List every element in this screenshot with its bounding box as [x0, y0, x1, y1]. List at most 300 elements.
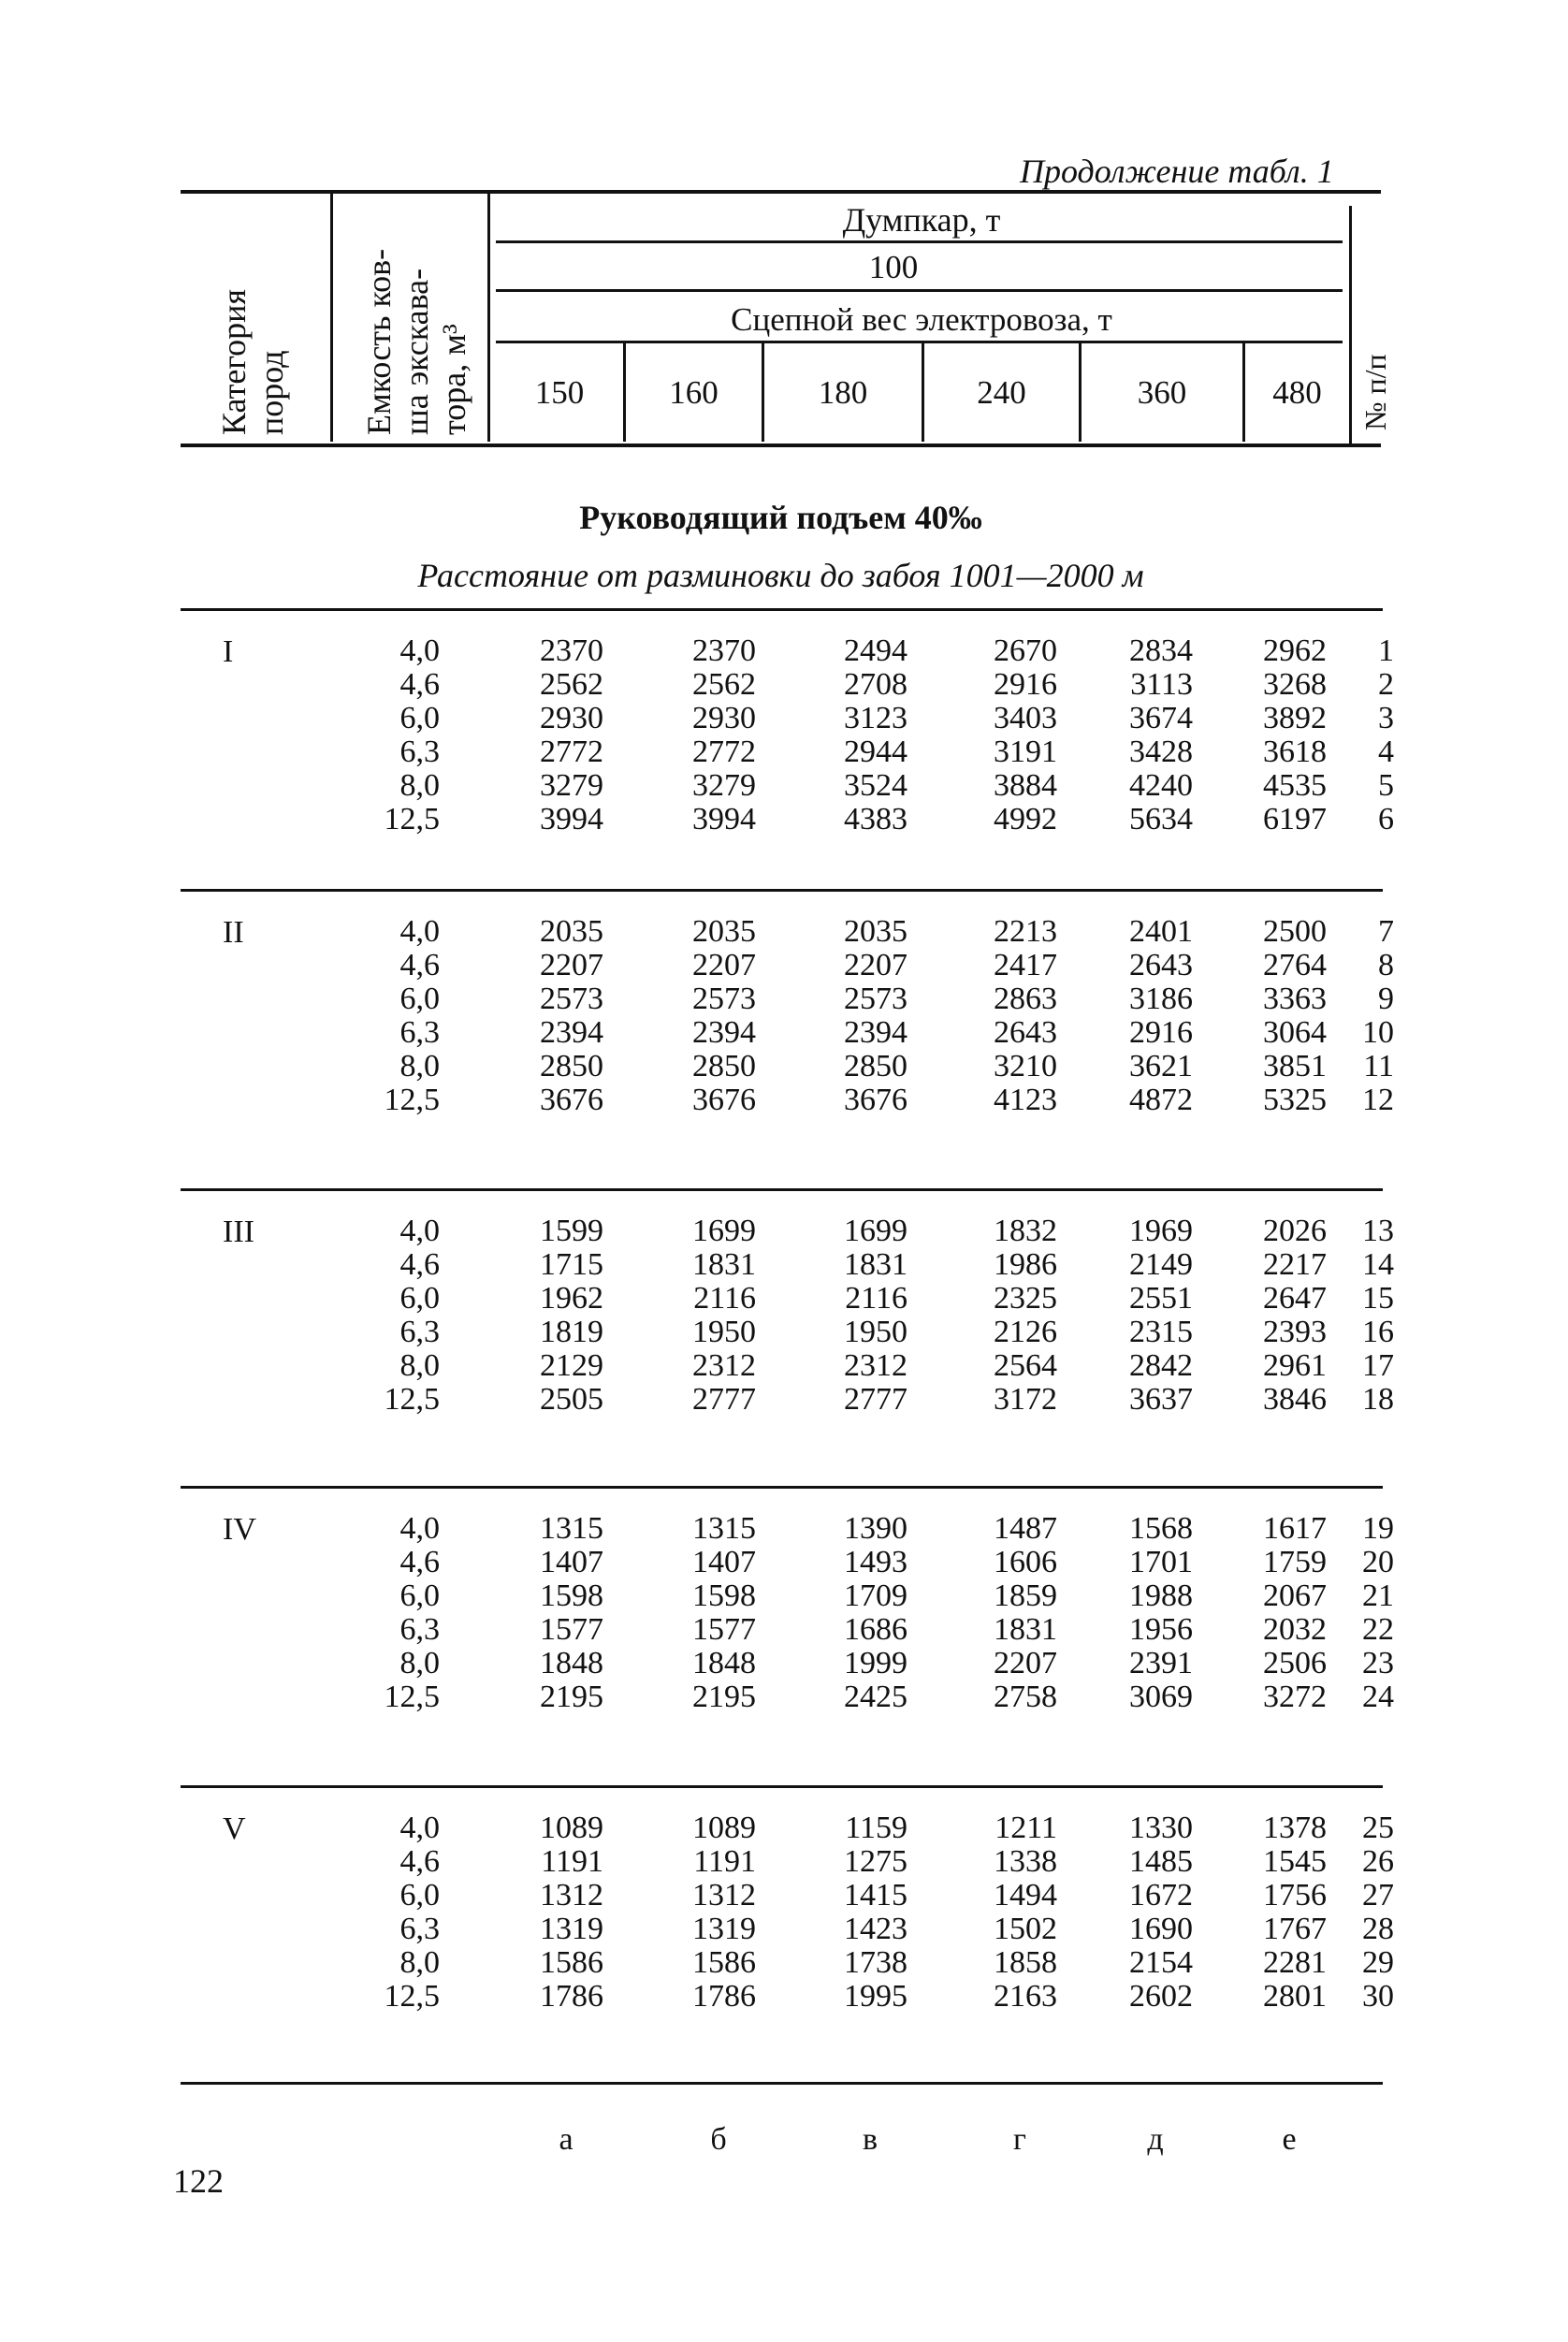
table-cell: 2116	[693, 1281, 756, 1316]
table-cell: 6,0	[399, 701, 440, 735]
table-cell: 2207	[540, 948, 603, 982]
table-cell: 3186	[1129, 982, 1193, 1016]
table-cell: 6	[1378, 802, 1394, 836]
table-cell: 1831	[844, 1247, 907, 1282]
table-cell: 4240	[1129, 768, 1193, 803]
table-cell: 6,0	[399, 1578, 440, 1613]
column-letter-d: д	[1147, 2122, 1164, 2157]
table-cell: 1962	[540, 1281, 603, 1316]
table-cell: 4,6	[399, 667, 440, 702]
capacity-column	[337, 1811, 440, 2014]
header-bucket-capacity: Емкость ков- ша экскава- тора, м³	[360, 248, 472, 435]
value-column	[1090, 1811, 1193, 2014]
table-cell: 1699	[692, 1214, 756, 1248]
group-separator-rule	[181, 1486, 1383, 1489]
table-cell: 5	[1378, 768, 1394, 803]
table-cell: 2834	[1129, 633, 1193, 668]
table-cell: 6,3	[399, 1015, 440, 1050]
table-cell: 3403	[994, 701, 1057, 735]
table-cell: 2494	[844, 633, 907, 668]
table-cell: 1617	[1263, 1511, 1327, 1546]
table-cell: 3428	[1129, 735, 1193, 769]
table-cell: 2772	[540, 735, 603, 769]
table-cell: 5325	[1263, 1083, 1327, 1117]
table-cell: 2370	[540, 633, 603, 668]
value-column	[954, 915, 1057, 1117]
table-cell: 2564	[994, 1348, 1057, 1383]
capacity-column	[337, 1512, 440, 1714]
table-cell: 1390	[844, 1511, 907, 1546]
table-cell: 4,6	[399, 1844, 440, 1879]
table-cell: 2393	[1263, 1315, 1327, 1349]
column-letter-v: в	[862, 2122, 878, 2157]
header-category: Категория пород	[215, 289, 290, 435]
weight-360: 360	[1137, 374, 1187, 411]
table-cell: 3069	[1129, 1680, 1193, 1714]
value-column	[501, 1215, 603, 1417]
table-cell: 1577	[692, 1612, 756, 1647]
value-column	[954, 1512, 1057, 1714]
table-cell: 2643	[1129, 948, 1193, 982]
table-cell: 1786	[692, 1979, 756, 2014]
table-cell: 2	[1378, 667, 1394, 702]
row-number-column	[1338, 1811, 1394, 2014]
capacity-column	[337, 634, 440, 836]
table-cell: 4872	[1129, 1083, 1193, 1117]
table-cell: 27	[1362, 1878, 1394, 1913]
table-cell: 14	[1362, 1247, 1394, 1282]
table-cell: 1312	[692, 1878, 756, 1913]
table-cell: 2863	[994, 982, 1057, 1016]
table-cell: 1315	[540, 1511, 603, 1546]
table-cell: 1950	[692, 1315, 756, 1349]
table-cell: 2777	[844, 1382, 907, 1417]
table-cell: 24	[1362, 1680, 1394, 1714]
table-cell: 2850	[844, 1049, 907, 1084]
table-cell: 3676	[692, 1083, 756, 1117]
table-cell: 2394	[692, 1015, 756, 1050]
value-column	[653, 1512, 756, 1714]
table-cell: 1415	[844, 1878, 907, 1913]
table-cell: 2154	[1129, 1945, 1193, 1980]
group-separator-rule	[181, 1188, 1383, 1191]
table-cell: 4383	[844, 802, 907, 836]
table-cell: 1545	[1263, 1844, 1327, 1879]
group-separator-rule	[181, 1785, 1383, 1788]
table-cell: 2961	[1263, 1348, 1327, 1383]
table-cell: 8	[1378, 948, 1394, 982]
group-separator-rule	[181, 889, 1383, 892]
value-column	[805, 915, 907, 1117]
continuation-label: Продолжение табл. 1	[1020, 153, 1334, 190]
value-column	[501, 1512, 603, 1714]
category-label: II	[223, 915, 244, 950]
section-subtitle: Расстояние от разминовки до забоя 1001—2000 м	[417, 557, 1144, 594]
table-cell: 3524	[844, 768, 907, 803]
column-letter-b: б	[710, 2122, 727, 2157]
weight-480: 480	[1272, 374, 1322, 411]
table-cell: 4	[1378, 735, 1394, 769]
table-cell: 2708	[844, 667, 907, 702]
capacity-column	[337, 915, 440, 1117]
header-dumpcar: Думпкар, т	[842, 201, 1001, 239]
table-cell: 5634	[1129, 802, 1193, 836]
table-cell: 3676	[540, 1083, 603, 1117]
table-cell: 1378	[1263, 1811, 1327, 1845]
table-cell: 2670	[994, 633, 1057, 668]
table-cell: 2207	[692, 948, 756, 982]
table-cell: 18	[1362, 1382, 1394, 1417]
table-cell: 1858	[994, 1945, 1057, 1980]
table-cell: 23	[1362, 1646, 1394, 1680]
column-letter-a: а	[559, 2122, 573, 2157]
table-cell: 1089	[540, 1811, 603, 1845]
table-cell: 3884	[994, 768, 1057, 803]
table-cell: 8,0	[399, 1945, 440, 1980]
table-cell: 2149	[1129, 1247, 1193, 1282]
table-cell: 1606	[994, 1545, 1057, 1579]
value-column	[954, 1215, 1057, 1417]
table-cell: 1786	[540, 1979, 603, 2014]
page-number: 122	[173, 2162, 224, 2200]
table-cell: 1956	[1129, 1612, 1193, 1647]
table-cell: 2315	[1129, 1315, 1193, 1349]
table-cell: 2647	[1263, 1281, 1327, 1316]
table-cell: 2026	[1263, 1214, 1327, 1248]
table-cell: 1831	[994, 1612, 1057, 1647]
header-divider	[330, 194, 333, 442]
table-cell: 1598	[540, 1578, 603, 1613]
table-cell: 6,3	[399, 1612, 440, 1647]
table-cell: 21	[1362, 1578, 1394, 1613]
table-cell: 12,5	[384, 1680, 440, 1714]
table-cell: 4,0	[399, 1811, 440, 1845]
table-cell: 8,0	[399, 768, 440, 803]
table-cell: 1986	[994, 1247, 1057, 1282]
table-cell: 2394	[844, 1015, 907, 1050]
table-cell: 20	[1362, 1545, 1394, 1579]
table-cell: 4,0	[399, 1511, 440, 1546]
table-cell: 2850	[692, 1049, 756, 1084]
table-cell: 1319	[692, 1912, 756, 1946]
table-cell: 2217	[1263, 1247, 1327, 1282]
table-cell: 2032	[1263, 1612, 1327, 1647]
value-column	[954, 634, 1057, 836]
category-label: V	[223, 1811, 246, 1846]
table-cell: 1950	[844, 1315, 907, 1349]
table-cell: 3123	[844, 701, 907, 735]
table-cell: 3851	[1263, 1049, 1327, 1084]
value-column	[805, 634, 907, 836]
value-column	[1090, 915, 1193, 1117]
table-cell: 2573	[844, 982, 907, 1016]
table-cell: 12,5	[384, 1083, 440, 1117]
table-cell: 8,0	[399, 1646, 440, 1680]
table-cell: 6,0	[399, 1281, 440, 1316]
table-cell: 30	[1362, 1979, 1394, 2014]
weight-160: 160	[669, 374, 719, 411]
table-cell: 2562	[540, 667, 603, 702]
table-cell: 3621	[1129, 1049, 1193, 1084]
table-cell: 4123	[994, 1083, 1057, 1117]
table-cell: 2129	[540, 1348, 603, 1383]
table-cell: 3272	[1263, 1680, 1327, 1714]
table-cell: 2067	[1263, 1578, 1327, 1613]
table-cell: 1690	[1129, 1912, 1193, 1946]
table-cell: 1211	[995, 1811, 1057, 1845]
table-cell: 22	[1362, 1612, 1394, 1647]
table-cell: 2312	[692, 1348, 756, 1383]
table-cell: 2126	[994, 1315, 1057, 1349]
table-cell: 2916	[1129, 1015, 1193, 1050]
table-cell: 1848	[540, 1646, 603, 1680]
table-cell: 3363	[1263, 982, 1327, 1016]
table-cell: 1	[1378, 633, 1394, 668]
table-cell: 1759	[1263, 1545, 1327, 1579]
table-cell: 1407	[692, 1545, 756, 1579]
table-cell: 8,0	[399, 1348, 440, 1383]
table-cell: 2401	[1129, 914, 1193, 949]
table-cell: 3618	[1263, 735, 1327, 769]
table-cell: 8,0	[399, 1049, 440, 1084]
column-letter-g: г	[1013, 2122, 1026, 2157]
table-cell: 1672	[1129, 1878, 1193, 1913]
table-cell: 1407	[540, 1545, 603, 1579]
table-cell: 26	[1362, 1844, 1394, 1879]
table-cell: 4,6	[399, 1247, 440, 1282]
table-cell: 1988	[1129, 1578, 1193, 1613]
table-cell: 3268	[1263, 667, 1327, 702]
table-cell: 2195	[540, 1680, 603, 1714]
table-cell: 3994	[540, 802, 603, 836]
table-cell: 3064	[1263, 1015, 1327, 1050]
row-number-column	[1338, 1512, 1394, 1714]
category-label: IV	[223, 1512, 256, 1547]
table-cell: 1767	[1263, 1912, 1327, 1946]
table-cell: 2370	[692, 633, 756, 668]
table-cell: 2764	[1263, 948, 1327, 982]
table-cell: 2207	[844, 948, 907, 982]
table-cell: 2801	[1263, 1979, 1327, 2014]
table-cell: 1969	[1129, 1214, 1193, 1248]
header-top-rule	[181, 190, 1381, 194]
table-cell: 1999	[844, 1646, 907, 1680]
table-cell: 1338	[994, 1844, 1057, 1879]
table-cell: 2035	[692, 914, 756, 949]
table-cell: 17	[1362, 1348, 1394, 1383]
table-cell: 25	[1362, 1811, 1394, 1845]
table-cell: 9	[1378, 982, 1394, 1016]
table-cell: 2391	[1129, 1646, 1193, 1680]
weight-180: 180	[818, 374, 868, 411]
header-bottom-rule	[181, 444, 1381, 447]
weight-150: 150	[534, 374, 585, 411]
table-cell: 3892	[1263, 701, 1327, 735]
value-column	[805, 1215, 907, 1417]
table-cell: 1315	[692, 1511, 756, 1546]
table-cell: 2562	[692, 667, 756, 702]
table-cell: 1686	[844, 1612, 907, 1647]
table-cell: 3191	[994, 735, 1057, 769]
table-cell: 2116	[845, 1281, 907, 1316]
table-cell: 2772	[692, 735, 756, 769]
value-column	[501, 634, 603, 836]
value-column	[1224, 1215, 1327, 1417]
table-cell: 2777	[692, 1382, 756, 1417]
table-cell: 2916	[994, 667, 1057, 702]
table-cell: 3674	[1129, 701, 1193, 735]
table-cell: 4,0	[399, 633, 440, 668]
table-cell: 4,0	[399, 1214, 440, 1248]
table-cell: 12,5	[384, 1382, 440, 1417]
table-cell: 1586	[692, 1945, 756, 1980]
table-cell: 3113	[1130, 667, 1193, 702]
table-cell: 6,3	[399, 1315, 440, 1349]
header-row-number: № п/п	[1358, 354, 1392, 430]
value-column	[1224, 1512, 1327, 1714]
value-column	[1224, 634, 1327, 836]
table-cell: 19	[1362, 1511, 1394, 1546]
table-cell: 2281	[1263, 1945, 1327, 1980]
table-cell: 4,6	[399, 1545, 440, 1579]
table-cell: 2325	[994, 1281, 1057, 1316]
table-cell: 1502	[994, 1912, 1057, 1946]
table-cell: 6,3	[399, 1912, 440, 1946]
table-cell: 1191	[541, 1844, 603, 1879]
table-cell: 2035	[844, 914, 907, 949]
table-cell: 2213	[994, 914, 1057, 949]
table-cell: 1191	[693, 1844, 756, 1879]
table-cell: 1599	[540, 1214, 603, 1248]
category-label: III	[223, 1215, 254, 1249]
header-coupling-weight: Сцепной вес электровоза, т	[731, 301, 1112, 338]
table-cell: 2425	[844, 1680, 907, 1714]
table-cell: 2312	[844, 1348, 907, 1383]
table-cell: 1487	[994, 1511, 1057, 1546]
table-cell: 1715	[540, 1247, 603, 1282]
header-rule	[496, 289, 1343, 292]
table-cell: 1577	[540, 1612, 603, 1647]
table-cell: 2505	[540, 1382, 603, 1417]
table-cell: 1275	[844, 1844, 907, 1879]
row-number-column	[1338, 1215, 1394, 1417]
table-cell: 4,0	[399, 914, 440, 949]
table-cell: 2573	[692, 982, 756, 1016]
table-cell: 1819	[540, 1315, 603, 1349]
value-column	[1090, 1215, 1193, 1417]
table-cell: 12,5	[384, 1979, 440, 2014]
table-cell: 6,0	[399, 1878, 440, 1913]
table-cell: 6197	[1263, 802, 1327, 836]
header-divider	[1349, 206, 1352, 444]
table-cell: 3	[1378, 701, 1394, 735]
table-cell: 1089	[692, 1811, 756, 1845]
row-number-column	[1338, 634, 1394, 836]
group-separator-rule	[181, 608, 1383, 611]
table-cell: 1568	[1129, 1511, 1193, 1546]
table-cell: 3676	[844, 1083, 907, 1117]
table-cell: 2930	[692, 701, 756, 735]
header-rule	[496, 240, 1343, 243]
table-cell: 1312	[540, 1878, 603, 1913]
table-cell: 1586	[540, 1945, 603, 1980]
table-cell: 2758	[994, 1680, 1057, 1714]
table-cell: 6,3	[399, 735, 440, 769]
table-cell: 2962	[1263, 633, 1327, 668]
value-column	[501, 915, 603, 1117]
header-divider	[487, 194, 490, 442]
table-cell: 1330	[1129, 1811, 1193, 1845]
table-cell: 2573	[540, 982, 603, 1016]
table-cell: 2944	[844, 735, 907, 769]
table-cell: 1995	[844, 1979, 907, 2014]
table-cell: 1159	[845, 1811, 907, 1845]
table-cell: 1859	[994, 1578, 1057, 1613]
table-cell: 1699	[844, 1214, 907, 1248]
table-cell: 1485	[1129, 1844, 1193, 1879]
table-cell: 15	[1362, 1281, 1394, 1316]
table-cell: 2850	[540, 1049, 603, 1084]
table-cell: 1598	[692, 1578, 756, 1613]
table-cell: 1319	[540, 1912, 603, 1946]
value-column	[653, 1215, 756, 1417]
table-cell: 6,0	[399, 982, 440, 1016]
value-column	[1224, 915, 1327, 1117]
table-cell: 1709	[844, 1578, 907, 1613]
table-cell: 1756	[1263, 1878, 1327, 1913]
table-cell: 12,5	[384, 802, 440, 836]
table-cell: 2163	[994, 1979, 1057, 2014]
table-cell: 3172	[994, 1382, 1057, 1417]
table-cell: 13	[1362, 1214, 1394, 1248]
row-number-column	[1338, 915, 1394, 1117]
table-cell: 7	[1378, 914, 1394, 949]
table-cell: 2506	[1263, 1646, 1327, 1680]
table-cell: 3994	[692, 802, 756, 836]
value-column	[653, 915, 756, 1117]
value-column	[954, 1811, 1057, 2014]
table-cell: 2602	[1129, 1979, 1193, 2014]
section-title: Руководящий подъем 40‰	[579, 499, 982, 536]
table-cell: 1831	[692, 1247, 756, 1282]
table-cell: 28	[1362, 1912, 1394, 1946]
table-cell: 2207	[994, 1646, 1057, 1680]
value-column	[805, 1811, 907, 2014]
table-cell: 11	[1363, 1049, 1394, 1084]
header-dumpcar-value: 100	[868, 249, 919, 285]
table-cell: 1701	[1129, 1545, 1193, 1579]
table-cell: 1848	[692, 1646, 756, 1680]
table-cell: 1423	[844, 1912, 907, 1946]
weight-240: 240	[977, 374, 1026, 411]
value-column	[1090, 1512, 1193, 1714]
value-column	[1224, 1811, 1327, 2014]
capacity-column	[337, 1215, 440, 1417]
group-separator-rule	[181, 2082, 1383, 2085]
table-cell: 2500	[1263, 914, 1327, 949]
value-column	[805, 1512, 907, 1714]
table-cell: 3210	[994, 1049, 1057, 1084]
value-column	[1090, 634, 1193, 836]
table-cell: 1832	[994, 1214, 1057, 1248]
value-column	[501, 1811, 603, 2014]
table-cell: 2417	[994, 948, 1057, 982]
table-cell: 4992	[994, 802, 1057, 836]
table-cell: 2394	[540, 1015, 603, 1050]
table-cell: 4,6	[399, 948, 440, 982]
column-letter-e: е	[1282, 2122, 1297, 2157]
table-cell: 3846	[1263, 1382, 1327, 1417]
